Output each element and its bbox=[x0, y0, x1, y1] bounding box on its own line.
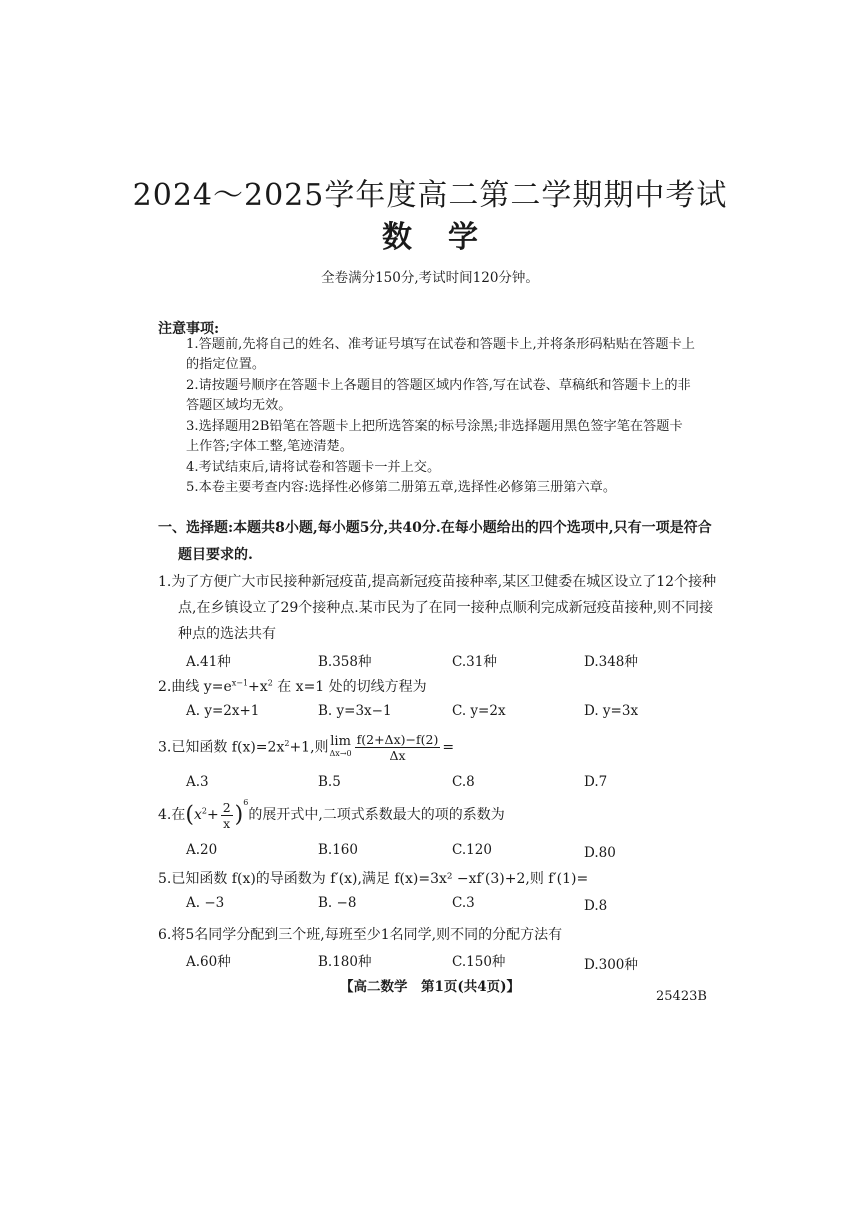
exam-code: 25423B bbox=[656, 989, 707, 1004]
notice-line: 2.请按题号顺序在答题卡上各题目的答题区域内作答,写在试卷、草稿纸和答题卡上的非 bbox=[186, 378, 691, 393]
question-1-line: 1.为了方便广大市民接种新冠疫苗,提高新冠疫苗接种率,某区卫健委在城区设立了12个接种 bbox=[158, 574, 717, 590]
q6-option-b: B.180种 bbox=[318, 954, 372, 970]
question-4: 4.在($x^2+$ $\frac{2}{x}$ )$^6$的展开式中,二项式系数最大的项的系数为 bbox=[158, 798, 505, 831]
fraction: $\frac{2}{x}$ bbox=[222, 799, 231, 831]
question-3: 3.已知函数 $f(x)=2x^2+1$,则 lim Δx→0 $\frac{f(2+\Delta x)-f(2)}{\Delta x}$ = bbox=[158, 732, 455, 763]
q5-option-b: B. −8 bbox=[318, 895, 357, 911]
q4-option-b: B.160 bbox=[318, 842, 358, 858]
q2-option-d: D. y=3x bbox=[584, 703, 639, 719]
q2-option-a: A. y=2x+1 bbox=[186, 703, 260, 719]
notice-line: 的指定位置。 bbox=[186, 357, 266, 372]
q1-option-a: A.41种 bbox=[186, 654, 231, 670]
q5-option-d: D.8 bbox=[584, 898, 608, 914]
question-5: 5.已知函数 f(x)的导函数为 f′(x),满足 f(x)=3x² −xf′(3)+2,则 f′(1)= bbox=[158, 871, 589, 887]
q6-option-d: D.300种 bbox=[584, 957, 638, 973]
question-1-line: 点,在乡镇设立了29个接种点.某市民为了在同一接种点顺利完成新冠疫苗接种,则不同接 bbox=[178, 600, 714, 616]
q4-option-d: D.80 bbox=[584, 845, 616, 861]
notice-line: 1.答题前,先将自己的姓名、准考证号填写在试卷和答题卡上,并将条形码粘贴在答题卡上 bbox=[186, 337, 695, 352]
fraction: $\frac{f(2+\Delta x)-f(2)}{\Delta x}$ bbox=[356, 732, 439, 763]
q6-option-a: A.60种 bbox=[186, 954, 231, 970]
q6-option-c: C.150种 bbox=[452, 954, 506, 970]
q3-option-a: A.3 bbox=[186, 774, 209, 790]
q1-option-d: D.348种 bbox=[584, 654, 638, 670]
notice-line: 答题区域均无效。 bbox=[186, 398, 292, 413]
limit-symbol: lim Δx→0 bbox=[329, 733, 352, 758]
section-heading: 一、选择题:本题共8小题,每小题5分,共40分.在每小题给出的四个选项中,只有一项是符合 bbox=[158, 520, 712, 536]
q1-option-c: C.31种 bbox=[452, 654, 497, 670]
q1-option-b: B.358种 bbox=[318, 654, 372, 670]
notice-line: 上作答;字体工整,笔迹清楚。 bbox=[186, 439, 353, 454]
q3-option-c: C.8 bbox=[452, 774, 475, 790]
q2-option-b: B. y=3x−1 bbox=[318, 703, 392, 719]
notice-line: 4.考试结束后,请将试卷和答题卡一并上交。 bbox=[186, 460, 441, 475]
section-heading-cont: 题目要求的. bbox=[178, 547, 253, 563]
exam-title: 2024～2025学年度高二第二学期期中考试 bbox=[132, 178, 728, 213]
question-1-line: 种点的选法共有 bbox=[178, 626, 276, 642]
notice-title: 注意事项: bbox=[158, 321, 220, 337]
q4-option-c: C.120 bbox=[452, 842, 492, 858]
q3-option-b: B.5 bbox=[318, 774, 341, 790]
question-6: 6.将5名同学分配到三个班,每班至少1名同学,则不同的分配方法有 bbox=[158, 927, 563, 943]
q3-option-d: D.7 bbox=[584, 774, 608, 790]
page-footer: 【高二数学 第1页(共4页)】 bbox=[339, 979, 521, 995]
q5-option-c: C.3 bbox=[452, 895, 475, 911]
question-2: 2.曲线 $y=e^{x-1}+x^2$ 在 x=1 处的切线方程为 bbox=[158, 678, 427, 695]
q4-option-a: A.20 bbox=[186, 842, 218, 858]
notice-line: 3.选择题用2B铅笔在答题卡上把所选答案的标号涂黑;非选择题用黑色签字笔在答题卡 bbox=[186, 419, 683, 434]
exam-info: 全卷满分150分,考试时间120分钟。 bbox=[321, 270, 539, 286]
q2-option-c: C. y=2x bbox=[452, 703, 506, 719]
notice-line: 5.本卷主要考查内容:选择性必修第二册第五章,选择性必修第三册第六章。 bbox=[186, 480, 617, 495]
subject-title: 数学 bbox=[382, 220, 514, 255]
q5-option-a: A. −3 bbox=[186, 895, 225, 911]
